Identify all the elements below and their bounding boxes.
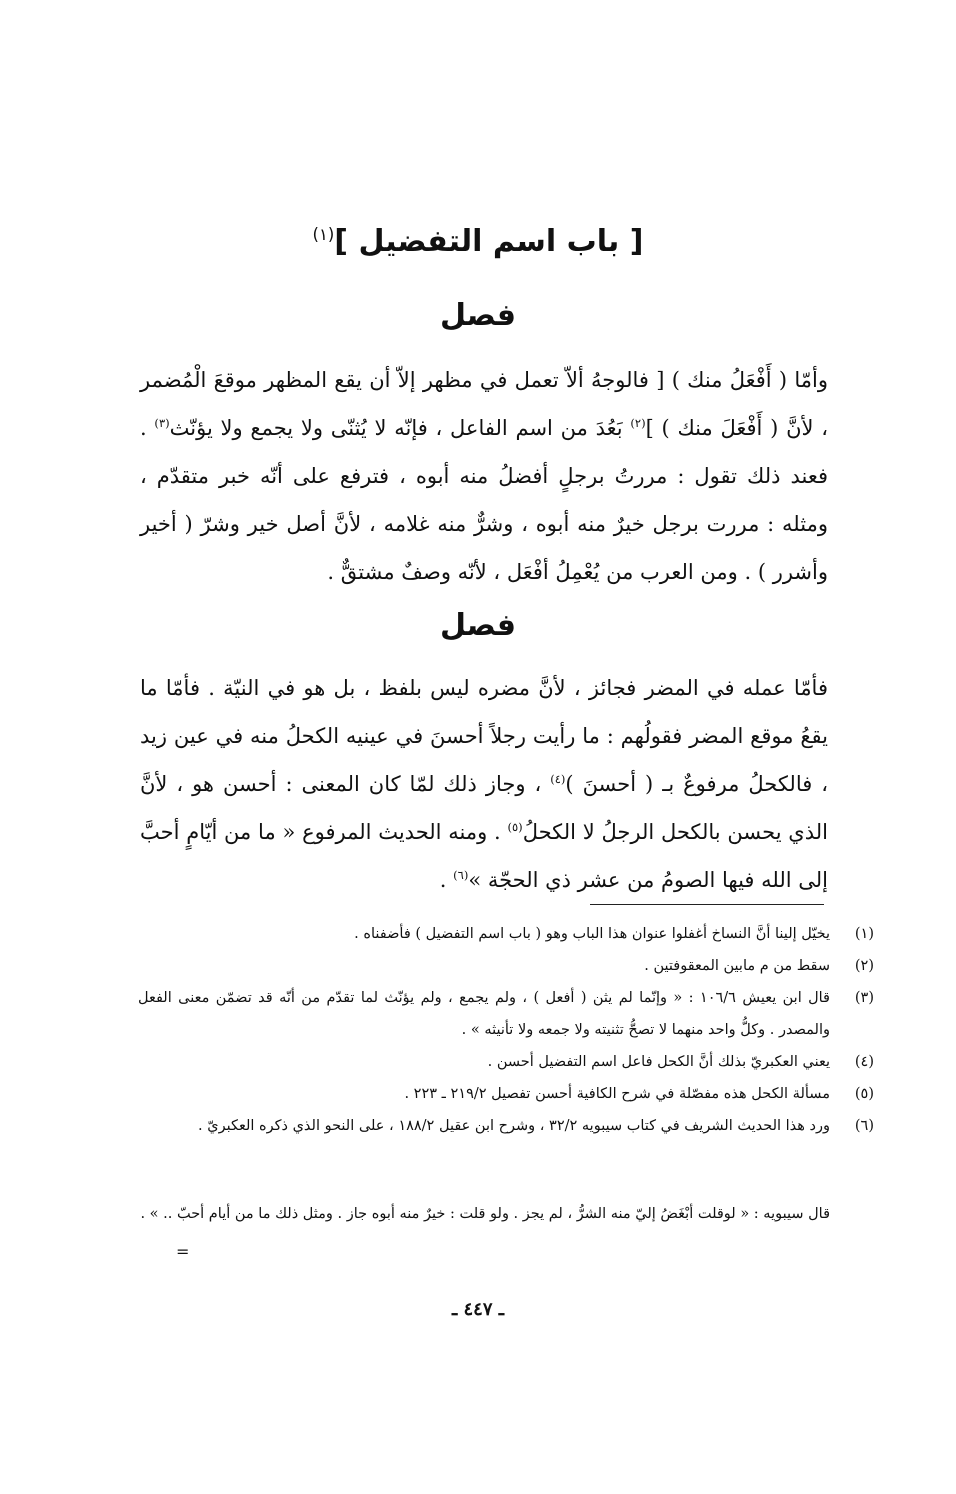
footnote-number: (٢) [854, 958, 874, 974]
footnote-item [138, 918, 874, 950]
footnote-ref: (٦) [453, 868, 469, 882]
footnote-item [138, 1046, 874, 1078]
footnote-number: (٦) [854, 1118, 874, 1134]
footnote-text: ورد هذا الحديث الشريف في كتاب سيبويه ٣٢/٢ ، وشرح ابن عقيل ١٨٨/٢ ، على النحو الذي ذكره العكبريّ . [198, 1118, 830, 1134]
paragraph-text-run: بَعُدَ من اسم الفاعل ، فإنّه لا يُثنّى ولا يجمع ولا يؤنّث [169, 416, 631, 440]
footnote-text: يعني العكبريّ بذلك أنَّ الكحل فاعل اسم التفضيل أحسن . [487, 1054, 830, 1070]
paragraph-text-run: . ومنه الحديث المرفوع « ما من أيّامٍ أحبَّ إلى الله فيها الصومُ من عشر ذي الحجّة » [140, 820, 828, 892]
footnote-text: سقط من م مابين المعقوفتين . [644, 958, 830, 974]
footnote-item [138, 1110, 874, 1142]
footnotes-list [138, 918, 874, 1142]
footnote-ref: (٥) [507, 820, 523, 834]
footnote-item [138, 982, 874, 1046]
section-heading-1: فصل [440, 298, 516, 333]
section-1-paragraph [140, 356, 828, 596]
chapter-title [140, 222, 816, 262]
footnote-ref: (٤) [550, 772, 566, 786]
footnote-separator [590, 904, 824, 905]
footnote-continuation-text: قال سيبويه : « لوقلت أبْغَضُ إليّ منه الشرُّ ، لم يجز . ولو قلت : خيرٌ منه أبوه جاز . ومثل ذلك ما من أيام أحبّ .. » . [140, 1206, 830, 1222]
footnote-number: (١) [854, 926, 874, 942]
footnote-text: قال ابن يعيش ١٠٦/٦ : « وإنّما لم يثن ( أفعل ) ، ولم يجمع ، ولم يؤنّث لما تقدّم من أنّه قد تضمّن معنى الفعل والمصدر . وكلُّ واحد منهما لا تصحُّ تثنيته ولا جمعه ولا تأنيثه » . [138, 990, 830, 1038]
footnote-text: يخيّل إلينا أنَّ النساخ أغفلوا عنوان هذا الباب وهو ( باب اسم التفضيل ) فأضفناه . [354, 926, 830, 942]
continuation-mark: = [176, 1242, 190, 1261]
footnote-number: (٣) [854, 990, 874, 1006]
footnote-ref: (١) [312, 225, 335, 244]
section-2-paragraph [140, 664, 828, 904]
footnote-ref: (٣) [154, 416, 170, 430]
paragraph-text-run: ، وجاز ذلك لمّا كان المعنى : أحسن هو ، لأنَّ الذي يحسن بالكحل الرجلُ لا الكحلُ [140, 772, 828, 844]
footnote-ref: (٢) [630, 416, 646, 430]
paragraph-text-run: فأمّا عمله في المضر فجائز ، لأنَّ مضره ليس بلفظ ، بل هو في النيّة . فأمّا ما يقعُ موقع المضر فقولُهم : ما رأيت رجلاً أحسنَ في عينيه الكحلُ منه في عين زيد ، فالكحلُ مرفوعٌ بـ ( أحسنَ ) [140, 676, 828, 796]
section-heading-2: فصل [440, 608, 516, 643]
paragraph-text-run: . فعند ذلك تقول : مررتُ برجلٍ أفضلُ منه أبوه ، فترفع على أنّه خبر متقدّم ، ومثله : مررت برجل خيرٌ منه أبوه ، وشرٌّ منه غلامه ، لأنَّ أصل خير وشرّ ( أخير وأشرر ) . ومن العرب من يُعْمِلُ أفْعَل ، لأنّه وصفٌ مشتقٌّ . [140, 416, 828, 584]
footnote-number: (٥) [854, 1086, 874, 1102]
paragraph-text-run: . [439, 868, 454, 892]
footnote-text: مسألة الكحل هذه مفصّلة في شرح الكافية أحسن تفصيل ٢١٩/٢ ـ ٢٢٣ . [404, 1086, 830, 1102]
footnote-item [138, 1078, 874, 1110]
paragraph-text-run: وأمّا ( أَفْعَلُ منك ) [ فالوجهُ ألاّ تعمل في مظهر إلاّ أن يقع المظهر موقعَ الْمُضمر ، لأنَّ ( أَفْعَلَ منك ) ] [140, 368, 828, 440]
chapter-title-text: [ باب اسم التفضيل ] [334, 224, 644, 259]
page-number: ـ ٤٤٧ ـ [451, 1299, 505, 1320]
footnote-item [138, 950, 874, 982]
footnote-number: (٤) [854, 1054, 874, 1070]
